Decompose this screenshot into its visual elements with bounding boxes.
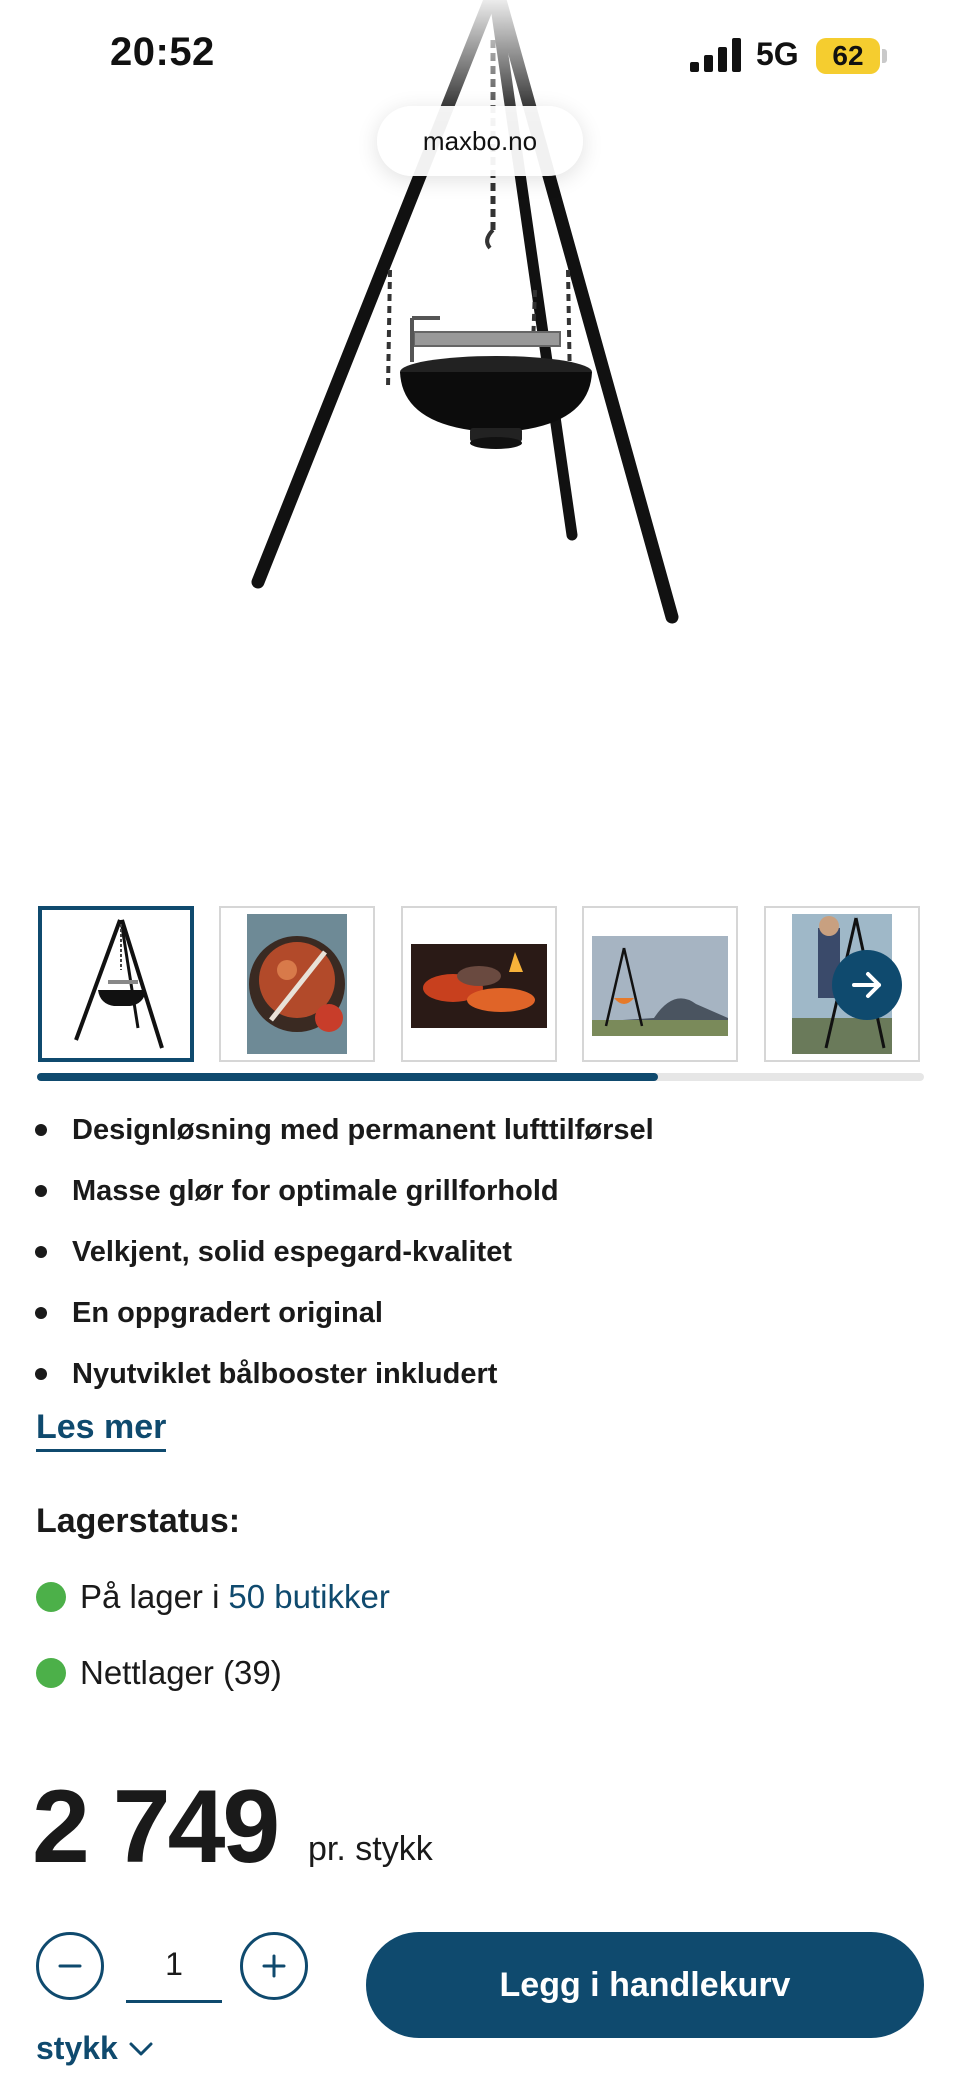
minus-icon [56, 1952, 84, 1980]
unit-select-label: stykk [36, 2030, 118, 2066]
add-to-cart-button[interactable]: Legg i handlekurv [366, 1932, 924, 2038]
feature-item [32, 1106, 932, 1167]
bullet-icon [35, 1185, 47, 1197]
gallery-next-button[interactable] [832, 950, 902, 1020]
plus-icon [260, 1952, 288, 1980]
stock-status-title: Lagerstatus: [36, 1502, 241, 1540]
status-bar [0, 0, 960, 112]
thumbnail-glowing-embers[interactable] [401, 906, 557, 1062]
feature-list [32, 1106, 932, 1411]
thumbnail-tripod-grill[interactable] [38, 906, 194, 1062]
feature-text: Nyutviklet bålbooster inkludert [72, 1358, 498, 1390]
decrease-quantity-button[interactable] [36, 1932, 104, 2000]
in-stock-indicator [36, 1582, 66, 1612]
url-bar[interactable]: maxbo.no [377, 106, 583, 176]
store-stock-link[interactable]: 50 butikker [228, 1578, 390, 1615]
bullet-icon [35, 1307, 47, 1319]
feature-text: Velkjent, solid espegard-kvalitet [72, 1236, 512, 1268]
network-type: 5G [756, 36, 799, 72]
feature-item [32, 1289, 932, 1350]
feature-item [32, 1350, 932, 1411]
status-time: 20:52 [110, 30, 215, 74]
feature-text: Designløsning med permanent lufttilførsel [72, 1114, 654, 1146]
chevron-down-icon [128, 2041, 154, 2057]
thumbnail-tripod-grill-coast[interactable] [582, 906, 738, 1062]
store-stock-text: På lager i [80, 1578, 220, 1615]
feature-text: En oppgradert original [72, 1297, 383, 1329]
price-amount: 2 749 [32, 1769, 278, 1885]
bullet-icon [35, 1246, 47, 1258]
price-unit: pr. stykk [308, 1830, 433, 1868]
online-stock-row [36, 1654, 282, 1692]
gallery-scroll-track[interactable] [37, 1073, 924, 1081]
quantity-input[interactable]: 1 [126, 1934, 222, 2003]
online-stock-indicator [36, 1658, 66, 1688]
bullet-icon [35, 1368, 47, 1380]
unit-select[interactable] [36, 2030, 154, 2067]
feature-item [32, 1228, 932, 1289]
feature-text: Masse glør for optimale grillforhold [72, 1175, 559, 1207]
feature-item [32, 1167, 932, 1228]
thumbnail-grill-pot-close-up[interactable] [219, 906, 375, 1062]
read-more-link[interactable]: Les mer [36, 1408, 166, 1452]
gallery-scroll-indicator [37, 1073, 658, 1081]
bullet-icon [35, 1124, 47, 1136]
battery-level: 62 [832, 40, 864, 71]
signal-strength-icon [690, 38, 744, 72]
battery-tip [882, 49, 887, 63]
store-stock-row [36, 1578, 390, 1616]
arrow-right-icon [849, 967, 885, 1003]
online-stock-text: Nettlager (39) [80, 1654, 282, 1691]
increase-quantity-button[interactable] [240, 1932, 308, 2000]
battery-icon [816, 38, 880, 74]
